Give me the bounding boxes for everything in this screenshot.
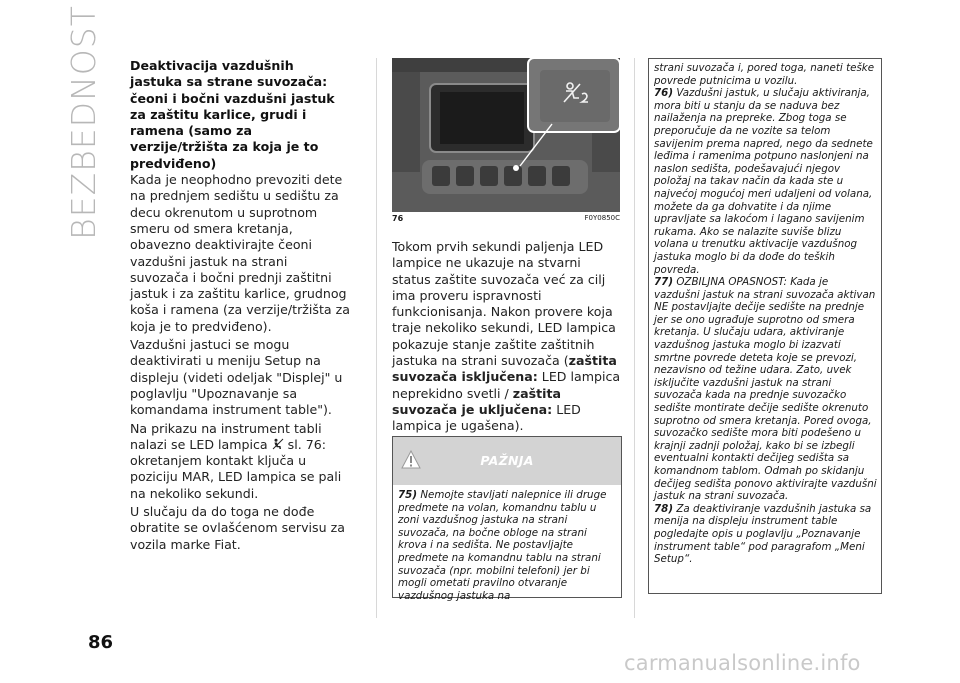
note-item (654, 276, 877, 503)
dashboard-illustration (392, 58, 620, 212)
paragraph-part: Na prikazu na instrument tabli nalazi se LED lampica (130, 420, 322, 452)
airbag-off-indicator-icon (272, 438, 284, 450)
warning-body (393, 485, 621, 602)
column-divider (634, 58, 635, 618)
note-number: 75) (398, 489, 418, 501)
figure-code: F0Y0850C (584, 214, 620, 222)
column-divider (376, 58, 377, 618)
section-side-label (58, 4, 108, 240)
note-number: 76) (654, 87, 674, 100)
bold-phrase: zaštita suvozača je uključena: (392, 385, 561, 417)
paragraph: Vazdušni jastuci se mogu deaktivirati u meniju Setup na displeju (videti odeljak "Displej" u poglavlju "Upoznavanje sa komandama instrument table"). (130, 337, 343, 418)
page-number: 86 (88, 632, 114, 653)
paragraph-part: sl. 76: okretanjem kontakt ključa u poziciju MAR, LED lampica se pali na nekoliko sekundi. (130, 436, 342, 501)
watermark: carmanualsonline.info (624, 651, 861, 675)
note-number: 77) (654, 276, 674, 289)
paragraph: U slučaju da do toga ne dođe obratite se ovlašćenom servisu za vozila marke Fiat. (130, 504, 345, 552)
figure-number: 76 (392, 214, 404, 223)
figure-caption (392, 214, 620, 226)
paragraph-part: Tokom prvih sekundi paljenja LED lampice ne ukazuje na stvarni status zaštite suvozača već za cilj ima proveru ispravnosti funkcionisanja. Nakon provere koja traje nekoliko sekundi, LED lampica pokazuje stanje zaštite zaštitnih jastuka na strani suvozača ( (392, 239, 616, 369)
note-text: Vazdušni jastuk, u slučaju aktiviranja, mora biti u stanju da se naduva bez nailaženja na prepreke. Zbog toga se preporučuje da ne vozite sa telom savijenim prema napred, nego da sednete leđima i ramenima potpuno naslonjeni na naslon sedišta, podešavajući njegov položaj na takav način da kada ste u najvećoj mogućoj meri udaljeni od volana, možete da ga dohvatite i da njime upravljate sa lakoćom i lagano savijenim rukama. Ako se nalazite suviše blizu volana u trenutku aktivacije vazdušnog jastuka moglo bi da dođe do teških povreda. (654, 87, 873, 276)
note-continuation: strani suvozača i, pored toga, naneti teške povrede putnicima u vozilu. (654, 62, 875, 87)
note-item (654, 503, 877, 566)
right-column-notes (648, 58, 882, 594)
paragraph-part: LED lampica je ugašena). (392, 401, 581, 434)
note-item (654, 87, 877, 276)
bold-phrase: zaštita suvozača isključena: (392, 353, 617, 385)
warning-title: PAŽNJA (480, 453, 534, 468)
middle-column-body (392, 239, 622, 435)
left-column-body (130, 172, 350, 553)
warning-header (393, 437, 621, 485)
paragraph-part: LED lampica neprekidno svetli / (392, 369, 621, 401)
dashboard-figure (392, 58, 620, 212)
section-heading: Deaktivacija vazdušnih jastuka sa strane suvozača: čeoni i bočni vazdušni jastuk za zaštitu karlice, grudi i ramena (samo za verzije/tržišta za koja je to predviđeno) (130, 58, 335, 171)
paragraph: Kada je neophodno prevoziti dete na prednjem sedištu u sedištu za decu okrenutom u suprotnom smeru od smera kretanja, obavezno deaktivirajte čeoni vazdušni jastuk na strani suvozača i bočni prednji zaštitni jastuk i za zaštitu karlice, grudnog koša i ramena (za verzije/tržišta za koja je to predviđeno). (130, 172, 350, 334)
note-text: Nemojte stavljati nalepnice ili druge predmete na volan, komandnu tablu u zoni vazdušnog jastuka na strani suvozača, na bočne obloge na strani krova i na sedišta. Ne postavljajte predmete na komandnu tablu na strani suvozača (npr. mobilni telefoni) jer bi mogli ometati pravilno otvaranje vazdušnog jastuka na (398, 489, 607, 602)
left-column (130, 58, 350, 555)
side-label-text: BEZBEDNOST (63, 4, 103, 240)
paragraph (130, 421, 350, 502)
note-text: Za deaktiviranje vazdušnih jastuka sa menija na displeju instrument table pogledajte opis u poglavlju „Poznavanje instrument table“ pod paragrafom „Meni Setup“. (654, 502, 872, 566)
warning-box (392, 436, 622, 602)
note-number: 78) (654, 502, 674, 515)
note-text: OZBILJNA OPASNOST: Kada je vazdušni jastuk na strani suvozača aktivan NE postavljajte dečije sedište na prednje jer se ono ugrađuje suprotno od smera kretanja. U slučaju udara, aktiviranje vazdušnog jastuka moglo bi izazvati smrtne povrede deteta koje se prevozi, nezavisno od težine udara. Zato, uvek isključite vazdušni jastuk na strani suvozača kada na prednje suvozačko sedište montirate dečije sedište okrenuto suprotno od smera kretanja. Pored ovoga, suvozačko sedište mora biti podešeno u krajnji zadnji položaj, kako bi se izbegli eventualni kontakti dečijeg sedišta sa komandnom tablom. Odmah po skidanju dečijeg sedišta ponovo aktivirajte vazdušni jastuk na strani suvozača. (654, 276, 877, 503)
